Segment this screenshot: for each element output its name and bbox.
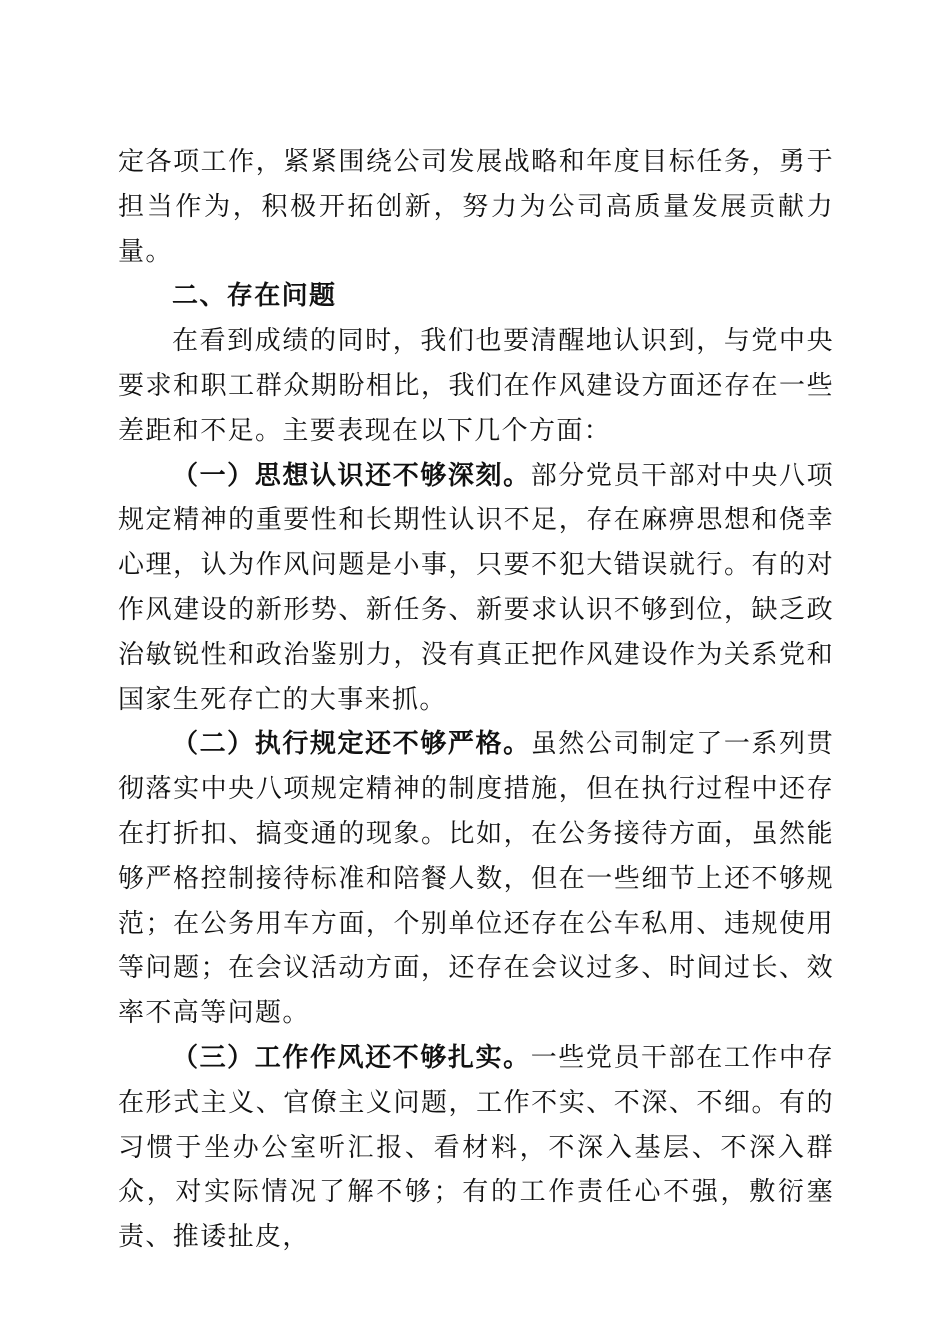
paragraph-item-3 [118, 1036, 834, 1260]
item-3-lead: （三）工作作风还不够扎实。 [172, 1042, 531, 1073]
paragraph-intro: 在看到成绩的同时，我们也要清醒地认识到，与党中央要求和职工群众期盼相比，我们在作风建设方面还存在一些差距和不足。主要表现在以下几个方面： [118, 326, 834, 446]
item-2-lead: （二）执行规定还不够严格。 [172, 729, 531, 760]
paragraph-continued: 定各项工作，紧紧围绕公司发展战略和年度目标任务，勇于担当作为，积极开拓创新，努力为公司高质量发展贡献力量。 [118, 147, 834, 267]
item-2-body: 虽然公司制定了一系列贯彻落实中央八项规定精神的制度措施，但在执行过程中还存在打折扣、搞变通的现象。比如，在公务接待方面，虽然能够严格控制接待标准和陪餐人数，但在一些细节上还不够规范；在公务用车方面，个别单位还存在公车私用、违规使用等问题；在会议活动方面，还存在会议过多、时间过长、效率不高等问题。 [118, 729, 834, 1029]
paragraph-item-2 [118, 722, 834, 1036]
document-page [118, 140, 834, 1260]
section-heading: 二、存在问题 [172, 281, 337, 312]
item-1-lead: （一）思想认识还不够深刻。 [172, 460, 531, 491]
paragraph-item-1 [118, 454, 834, 723]
item-1-body: 部分党员干部对中央八项规定精神的重要性和长期性认识不足，存在麻痹思想和侥幸心理，认为作风问题是小事，只要不犯大错误就行。有的对作风建设的新形势、新任务、新要求认识不够到位，缺乏政治敏锐性和政治鉴别力，没有真正把作风建设作为关系党和国家生死存亡的大事来抓。 [118, 460, 834, 715]
item-3-body: 一些党员干部在工作中存在形式主义、官僚主义问题，工作不实、不深、不细。有的习惯于坐办公室听汇报、看材料，不深入基层、不深入群众，对实际情况了解不够；有的工作责任心不强，敷衍塞责、推诿扯皮， [118, 1042, 834, 1253]
